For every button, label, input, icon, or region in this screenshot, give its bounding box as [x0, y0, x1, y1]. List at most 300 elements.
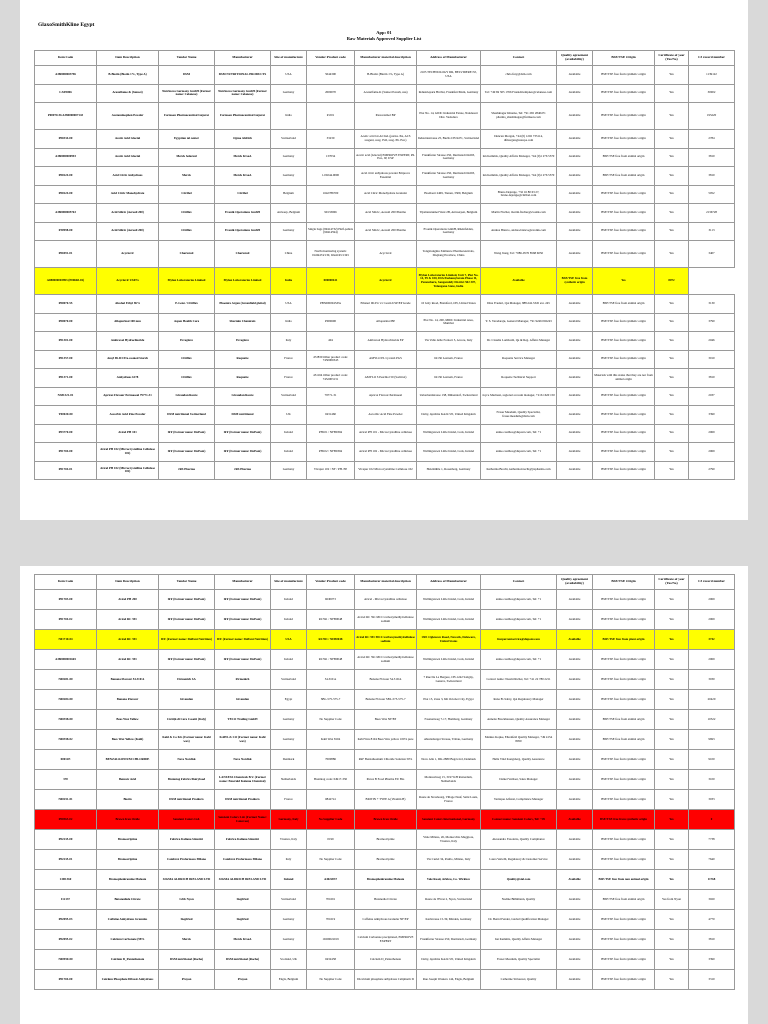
- table-cell: Yes from Nyon: [655, 890, 689, 910]
- table-cell: USA: [271, 66, 307, 85]
- table-cell: 10 Jetty Road, Brantford, ON, United States: [417, 295, 481, 314]
- table-cell: Merck KGaA: [215, 930, 271, 950]
- table-cell: Switzerland: [271, 130, 307, 149]
- column-header: Manufacturer material description: [355, 575, 417, 590]
- column-header: Certificate of year (Yes/No): [655, 575, 689, 590]
- table-cell: Acyclovir: [355, 241, 417, 268]
- table-cell: Hella Vind Kongsberg, Quality Assurance: [481, 750, 557, 770]
- table-cell: 7738: [689, 830, 735, 850]
- table-cell: India: [271, 313, 307, 332]
- table-cell: Yes: [655, 770, 689, 790]
- table-cell: Single bags (99414732) Half-pallets (99414594): [307, 222, 355, 241]
- table-cell: BSE/TSE free from synthetic origin: [593, 690, 655, 710]
- table-cell: Available: [557, 630, 593, 650]
- table-cell: 2000070: [307, 84, 355, 103]
- table-cell: Avicel PH 102 (Microcrystalline Cellulose 102): [97, 461, 159, 480]
- table-cell: Ortiflex: [159, 369, 215, 388]
- table-cell: Ian Kemmis, Quality Affairs Manager, +44 (0)1 276 5570: [481, 148, 557, 167]
- table-cell: Acetic acid GLACIAL (puriss. PA, ACS reagent, reag. ISO, reag. Ph. Eur.): [355, 130, 417, 149]
- table-cell: Fasanenweg 7-17, Hamburg, Germany: [417, 710, 481, 730]
- table-cell: CAT0006: [35, 84, 97, 103]
- table-cell: N381321-01: [35, 387, 97, 406]
- table-row: [35, 424, 735, 443]
- table-cell: I12137: [35, 890, 97, 910]
- table-cell: Bromopheniramine Maleate: [355, 870, 417, 890]
- table-cell: Plot No. 14, GIDC Industrial Estate, Nandesari Dist. Vadodara: [417, 103, 481, 130]
- table-cell: DSM nutritional Switzerland: [159, 406, 215, 425]
- table-cell: Rue Joseph Wauters 144, Engis, Belgium: [417, 970, 481, 990]
- table-cell: Available: [557, 930, 593, 950]
- table-row: [35, 930, 735, 950]
- table-cell: PH101 / NFB0394: [307, 424, 355, 443]
- table-cell: Acid citric anhydrous powder Emprove Essential: [355, 167, 417, 186]
- table-cell: BSE/TSE free from animal origin: [593, 167, 655, 186]
- table-cell: Ortiflex: [159, 350, 215, 369]
- table-cell: Avicel RC 591: [97, 630, 159, 650]
- table-cell: AMYLO PL Lycatab PGS: [355, 350, 417, 369]
- table-cell: Siegfried: [215, 910, 271, 930]
- table-cell: 3030: [689, 670, 735, 690]
- table-cell: P03770-00: [35, 424, 97, 443]
- table-row: [35, 730, 735, 750]
- table-cell: Acyclovir: [355, 268, 417, 295]
- column-header: C3 record number: [689, 575, 735, 590]
- column-header: Vendor Product code: [307, 575, 355, 590]
- table-row: [35, 443, 735, 462]
- table-cell: Materials with this status that they are not from animal origin: [593, 369, 655, 388]
- table-cell: P00224-00: [35, 167, 97, 186]
- table-cell: Roquette: [215, 369, 271, 388]
- column-header: Item Description: [97, 51, 159, 66]
- table-cell: 0199: [307, 830, 355, 850]
- table-cell: Avicel PH 102 (Microcrystalline Cellulose 102): [97, 443, 159, 462]
- table-cell: Sensient Colors International, Germany: [417, 810, 481, 830]
- table-cell: BSE/TSE free from synthetic origin: [593, 313, 655, 332]
- table-cell: Katharina Brecht, katharina.brecht@jrspharma.com: [481, 461, 557, 480]
- table-cell: Acid Silicic (Aerosil 200): [97, 222, 159, 241]
- column-header: BSE/TSE Origin: [593, 575, 655, 590]
- table-cell: 2069: [689, 424, 735, 443]
- table-cell: 0431460: [307, 406, 355, 425]
- table-row: [35, 910, 735, 930]
- table-cell: P02235-01: [35, 850, 97, 870]
- table-cell: Merck KGaA: [215, 167, 271, 186]
- table-cell: Quality@sial.com: [481, 870, 557, 890]
- table-cell: Alcohol Ethyl 96%: [97, 295, 159, 314]
- table-cell: Merck: [159, 167, 215, 186]
- table-cell: P00491-01: [35, 241, 97, 268]
- table-cell: Ambroxol Hydrochloride EP: [355, 332, 417, 351]
- table-row: [35, 650, 735, 670]
- table-cell: No Supplier Code: [307, 850, 355, 870]
- table-cell: Evonik Operations GmbH: [215, 204, 271, 223]
- table-row: [35, 850, 735, 870]
- table-cell: P02095-03: [35, 910, 97, 930]
- table-cell: IFF (Former name: DuPont): [215, 650, 271, 670]
- table-cell: North monitoring system: 01m9474/130, 02ss6/45/1345: [307, 241, 355, 268]
- table-cell: N00358-02: [35, 730, 97, 750]
- table-cell: 0432458: [307, 950, 355, 970]
- table-cell: Mylan Laboratories Limited, Unit 7, Plot No. 14, 99 & 100, IDA Pashamylaram Phase II, Patancheru, Sangareddy District 502 307, Telangana State, India: [417, 268, 481, 295]
- table-cell: Yes: [593, 268, 655, 295]
- table-cell: Cambrex Profarmaco Milano: [159, 850, 215, 870]
- table-cell: Germany: [271, 461, 307, 480]
- table-cell: Yes: [655, 66, 689, 85]
- table-row: [35, 970, 735, 990]
- table-cell: Holzmühle 1, Rosenberg, Germany: [417, 461, 481, 480]
- table-cell: DSM nutritional Products: [159, 790, 215, 810]
- table-cell: P000690: [307, 313, 355, 332]
- table-cell: USA: [271, 295, 307, 314]
- table-cell: Vicenza, Italy: [271, 830, 307, 850]
- table-row: [35, 890, 735, 910]
- table-cell: BSE/TSE free from synthetic origin: [593, 850, 655, 870]
- table-cell: annie.coutlleo@dupont.com, Tel: +1: [481, 443, 557, 462]
- table-cell: Acid Citric Monohydrate: [97, 185, 159, 204]
- table-cell: 3310: [689, 970, 735, 990]
- table-cell: Acetaminophen Powder: [97, 103, 159, 130]
- table-cell: Montrealweg 15, 3197 KH Rotterdam, Netherlands: [417, 770, 481, 790]
- supplier-table-page-1: [34, 50, 735, 480]
- table-cell: N00284-00: [35, 690, 97, 710]
- table-cell: Available: [557, 770, 593, 790]
- table-cell: Bromocriptine: [97, 850, 159, 870]
- table-cell: Available: [557, 830, 593, 850]
- document-title-line1: App: 01: [376, 30, 392, 35]
- table-cell: BSE/TSE free from synthetic origin: [593, 461, 655, 480]
- table-cell: Hoeilaart 2469, Tienen, 3300, Belgium: [417, 185, 481, 204]
- table-cell: Wang Jiang, Tel: +086-0576 8568 6050: [481, 241, 557, 268]
- table-row: [35, 590, 735, 610]
- table-cell: Vivapur 102 Microcrystalline Cellulose 102: [355, 461, 417, 480]
- table-cell: Via Valle delle Fornaci 5, Arcore, Italy: [417, 332, 481, 351]
- table-cell: IFF (Former name: DuPont): [215, 443, 271, 462]
- table-cell: Available: [557, 850, 593, 870]
- table-cell: Chartered: [215, 241, 271, 268]
- table-cell: 79771-31: [307, 387, 355, 406]
- table-cell: Ireland: [271, 424, 307, 443]
- table-cell: 1139122: [689, 66, 735, 85]
- table-cell: Acesulfame-K (Sunset): [97, 84, 159, 103]
- table-cell: Fabrica Italiana Sintetici: [215, 830, 271, 850]
- table-cell: 8072: [655, 268, 689, 295]
- table-cell: 5044300: [307, 66, 355, 85]
- table-cell: Bees Wax NF/EP: [355, 710, 417, 730]
- table-cell: Egypt: [271, 690, 307, 710]
- table-cell: 102066.9019: [307, 930, 355, 950]
- table-cell: Available: [557, 690, 593, 710]
- table-cell: Ian Kemmis, Quality Affairs Manager: [481, 930, 557, 950]
- table-cell: USA: [271, 630, 307, 650]
- table-cell: Available: [557, 810, 593, 830]
- table-cell: IFF (Former name: DuPont): [159, 424, 215, 443]
- table-cell: BSE/TSE free from synthetic origin: [593, 406, 655, 425]
- table-cell: Yes: [655, 461, 689, 480]
- table-cell: Available: [557, 870, 593, 890]
- table-cell: Fraser Meadum, Quality Specialist, fraser.meadum@dsm.com: [481, 406, 557, 425]
- table-cell: Available: [557, 610, 593, 630]
- table-cell: Yes: [655, 295, 689, 314]
- table-cell: India: [271, 268, 307, 295]
- table-cell: 701691: [307, 890, 355, 910]
- table-cell: Anhydrous 6178: [97, 369, 159, 388]
- table-cell: Novo Alle 1, DK-2880 Bagsværd, Denmark: [417, 750, 481, 770]
- table-cell: Prayon: [215, 970, 271, 990]
- table-cell: Contact name: Sensient Colors, Tel: +49: [481, 810, 557, 830]
- table-cell: Fabrica Italiana Sintetici: [159, 830, 215, 850]
- table-cell: Yes: [655, 241, 689, 268]
- table-cell: Martin Fischer, martin.fischer@evonik.com: [481, 204, 557, 223]
- table-cell: Yes: [655, 870, 689, 890]
- table-cell: UK: [271, 406, 307, 425]
- table-cell: Wallingstown Little Island, Cork, Ireland: [417, 590, 481, 610]
- table-cell: Yes: [655, 610, 689, 630]
- table-cell: Frankfurter Strasse 250, Darmstadt 64293, Germany: [417, 148, 481, 167]
- table-cell: 2046: [689, 332, 735, 351]
- table-cell: China: [271, 241, 307, 268]
- table-cell: BSE/TSE free from synthetic origin: [593, 185, 655, 204]
- table-cell: Acid Citric Monohydrate Granular: [355, 185, 417, 204]
- table-cell: Yes: [655, 650, 689, 670]
- table-cell: 3020: [689, 890, 735, 910]
- table-cell: Ireland: [271, 650, 307, 670]
- table-cell: Switzerland: [271, 387, 307, 406]
- table-cell: 370: [35, 770, 97, 790]
- table-cell: Tijsmanstunnel West 2B, Antwerpen, Belgium: [417, 204, 481, 223]
- table-cell: Yes: [655, 167, 689, 186]
- table-cell: Acid Silicic, Aerosil 200 Pharma: [355, 204, 417, 223]
- column-header: Certificate of year (Yes/No): [655, 51, 689, 66]
- table-cell: Acetic Acid Glacial: [97, 130, 159, 149]
- table-cell: 7640: [689, 850, 735, 870]
- table-cell: Acetic Acid Glacial: [97, 148, 159, 167]
- table-cell: Bromocriptine: [355, 850, 417, 870]
- table-row: [35, 350, 735, 369]
- table-row: [35, 66, 735, 85]
- table-cell: JRS Pharma: [215, 461, 271, 480]
- table-cell: Fraser Meadum, Quality Specialist: [481, 950, 557, 970]
- table-cell: Bees Wax Yellow (Kahl): [97, 730, 159, 750]
- column-header: Address of Manufacturer: [417, 575, 481, 590]
- company-name: GlaxoSmithKline Egypt: [38, 22, 95, 28]
- table-cell: Available: [557, 406, 593, 425]
- table-cell: Scotland, UK: [271, 950, 307, 970]
- table-cell: Yes: [655, 950, 689, 970]
- table-cell: Biotin: [97, 790, 159, 810]
- table-cell: Available: [557, 222, 593, 241]
- table-cell: Yes: [655, 387, 689, 406]
- table-cell: Sensient Colors Ltd.: [159, 810, 215, 830]
- table-cell: annie.coutlleo@dupont.com, Tel: +1: [481, 424, 557, 443]
- table-cell: Available: [557, 84, 593, 103]
- table-cell: Available: [557, 424, 593, 443]
- table-cell: IFF (Former name: DuPont Nutrition): [215, 630, 271, 650]
- table-cell: Caffeine Anhydrous Granules: [97, 910, 159, 930]
- table-cell: Siegfried: [215, 890, 271, 910]
- table-cell: 3113: [689, 222, 735, 241]
- table-cell: BSE/TSE free from animal origin: [593, 295, 655, 314]
- table-cell: Yes: [655, 443, 689, 462]
- column-header: Address of Manufacturer: [417, 51, 481, 66]
- table-cell: Prayon: [159, 970, 215, 990]
- table-cell: Germany: [271, 910, 307, 930]
- table-cell: Evonik Operations GmbH: [215, 222, 271, 241]
- column-header: Quality agreement (availability): [557, 51, 593, 66]
- table-cell: Vernique Alfonsi, Compliance Manager: [481, 790, 557, 810]
- column-header: Site of manufacture: [271, 51, 307, 66]
- table-cell: Dr. Claudia Lombardi, Qa & Reg. Affairs Manager: [481, 332, 557, 351]
- table-cell: Farmson Pharmaceutical Gujarat: [159, 103, 215, 130]
- table-cell: Butanediole Citrate: [97, 890, 159, 910]
- table-cell: BSE/TSE free from synthetic origin: [593, 650, 655, 670]
- table-cell: Available: [557, 650, 593, 670]
- table-cell: Ogma Aldrich: [215, 130, 271, 149]
- table-row: [35, 130, 735, 149]
- table-cell: P01704-00: [35, 443, 97, 462]
- table-cell: annie.coutlleo@dupont.com, Tel: +1: [481, 650, 557, 670]
- table-cell: Y. S. Varadaraju, General Manager, +91 9246 002243: [481, 313, 557, 332]
- table-cell: BSE/TSE free from synthetic origin: [593, 84, 655, 103]
- table-cell: BSE/TSE free from synthetic origin: [593, 610, 655, 630]
- table-header-row: [35, 575, 735, 590]
- table-cell: B-Biotin (Biotin 1%, Type A): [97, 66, 159, 85]
- table-cell: 2069: [689, 443, 735, 462]
- table-cell: Available: [557, 167, 593, 186]
- table-cell: 00012E: [35, 750, 97, 770]
- table-cell: 0: [689, 810, 735, 830]
- table-cell: 7 Rue De La Bergere, CH-1242 Satigny, Geneva, Switzerland: [417, 670, 481, 690]
- table-cell: Yes: [655, 84, 689, 103]
- table-cell: Yes: [655, 790, 689, 810]
- table-row: [35, 387, 735, 406]
- table-cell: Kahl & Co KG (Former name: Kahl wax): [159, 730, 215, 750]
- table-cell: JRS Pharma: [159, 461, 215, 480]
- table-cell: Vale Road, Arklow, Co. Wicklow: [417, 870, 481, 890]
- table-cell: KAHL & CO (Former name: Kahl wax): [215, 730, 271, 750]
- table-cell: Evonik Operations GmbH, Rheinfelden, Germany: [417, 222, 481, 241]
- table-cell: Acyclovir: [97, 241, 159, 268]
- table-cell: Firmenich: [215, 670, 271, 690]
- table-cell: 3742: [689, 630, 735, 650]
- table-cell: Yes: [655, 850, 689, 870]
- table-cell: Avicel RC 591 MCC/carboxymethylcellulose sodium: [355, 630, 417, 650]
- table-cell: BSE/TSE free from synthetic origin: [593, 443, 655, 462]
- table-cell: BSE/TSE free from synthetic origin: [593, 930, 655, 950]
- table-cell: Available: [557, 443, 593, 462]
- table-cell: Contact name: Naomi Richer, Tel: +41 22 780 2211: [481, 670, 557, 690]
- table-row: [35, 167, 735, 186]
- table-cell: Bromocriptine: [355, 830, 417, 850]
- table-row: [35, 268, 735, 295]
- table-cell: Egyptian tel center: [159, 130, 215, 149]
- table-cell: BIOTIN + TYPE A (Vitamin H): [355, 790, 417, 810]
- table-row: [35, 84, 735, 103]
- column-header: Contact: [481, 51, 557, 66]
- table-cell: Avicel PH 102 - Microcrystalline cellulose: [355, 443, 417, 462]
- table-cell: France: [271, 369, 307, 388]
- table-cell: 472830 Other product code: 7450000343: [307, 350, 355, 369]
- table-cell: P00070-56 A380000007143: [35, 103, 97, 130]
- table-cell: 1642786700: [307, 185, 355, 204]
- table-cell: Available: [557, 204, 593, 223]
- table-cell: 3010: [689, 350, 735, 369]
- table-cell: Yes: [655, 670, 689, 690]
- table-cell: P01371-00: [35, 369, 97, 388]
- table-cell: Yes: [655, 332, 689, 351]
- table-cell: Merck KGaA: [215, 148, 271, 167]
- table-cell: 701619: [307, 910, 355, 930]
- table-cell: Benzoic Acid: [97, 770, 159, 790]
- table-cell: PBS0000045/PA: [307, 295, 355, 314]
- table-cell: Frankfurter Strasse 250, Darmstadt 64293, Germany: [417, 167, 481, 186]
- table-cell: Dina Frudari, QA Manager, 888.242.3345 ext. 245: [481, 295, 557, 314]
- table-cell: 2105 TECHNOLOGY DR, BELVIDERE NJ, USA: [417, 66, 481, 85]
- table-cell: Industriepark Höchst, Frankfurt/Main, Germany: [417, 84, 481, 103]
- table-row: [35, 750, 735, 770]
- table-cell: Annette Brockhausen, Quality Assurance Manager: [481, 710, 557, 730]
- table-cell: Avicel RC 591: [97, 610, 159, 630]
- column-header: Manufacturer: [215, 575, 271, 590]
- table-cell: Mylan Laboratories Limited: [159, 268, 215, 295]
- table-cell: Avicel RC 591 MCC/carboxymethylcellulose sodium: [355, 650, 417, 670]
- table-cell: IFF (Former name: DuPont): [159, 443, 215, 462]
- table-cell: Ireland: [271, 870, 307, 890]
- table-row: [35, 185, 735, 204]
- table-cell: A380000005763: [35, 204, 97, 223]
- table-cell: Givaudan: [215, 690, 271, 710]
- table-cell: 3033: [689, 790, 735, 810]
- table-cell: SIGMA ALDRICH IRELAND LTD: [215, 870, 271, 890]
- table-cell: Novo Nordisk: [159, 750, 215, 770]
- table-cell: BSE/TSE free from synthetic origin: [593, 66, 655, 85]
- table-cell: Kahl Wax 8104: [307, 730, 355, 750]
- table-cell: Ireland: [271, 590, 307, 610]
- table-cell: RC591 / NFB0048: [307, 650, 355, 670]
- table-cell: IFF (Former name: DuPont Nutrition): [159, 630, 215, 650]
- table-cell: 30002: [689, 84, 735, 103]
- table-cell: BSE/TSE free from synthetic origin: [593, 130, 655, 149]
- table-cell: DSM nutritional (Roche): [215, 950, 271, 970]
- column-header: Manufacturer: [215, 51, 271, 66]
- table-cell: Markus Kopke, Ehrenfeld Quality Manager, +49 4154 8050: [481, 730, 557, 750]
- table-cell: Banana Flavour: [97, 690, 159, 710]
- table-cell: BSE/TSE free from synthetic origin: [593, 670, 655, 690]
- column-header: BSE/TSE Origin: [593, 51, 655, 66]
- table-cell: 3810: [689, 930, 735, 950]
- table-row: [35, 461, 735, 480]
- table-cell: Plot No. 14, 200, MIDC Industrial Area, Mumbai: [417, 313, 481, 332]
- table-cell: BSE/TSE free from synthetic origin: [593, 350, 655, 369]
- table-cell: Catherine Sirlouwet, Quality: [481, 970, 557, 990]
- table-cell: Apricot Flavour Permaseal 79771-31: [97, 387, 159, 406]
- table-cell: PH102 / NFB0394: [307, 443, 355, 462]
- table-cell: Germany: [271, 730, 307, 750]
- table-cell: Calcium Carbonate precipitated, EMPROVE EXPERT: [355, 930, 417, 950]
- table-cell: Chartered: [159, 241, 215, 268]
- table-cell: Yes: [655, 369, 689, 388]
- table-cell: Available: [557, 130, 593, 149]
- table-cell: Frankfurter Strasse 250, Darmstadt, Germany: [417, 930, 481, 950]
- table-cell: Available: [557, 890, 593, 910]
- table-cell: P00224-00: [35, 185, 97, 204]
- table-cell: Ireland: [271, 610, 307, 630]
- table-cell: Kahl Wax 8104 Bees Wax yellow 100% pure: [355, 730, 417, 750]
- table-cell: P-001: [307, 103, 355, 130]
- table-cell: BSE/TSE free from animal origin: [593, 730, 655, 750]
- table-cell: Rana El-Sabry, QA Regulatory Manager: [481, 690, 557, 710]
- table-cell: Yes: [655, 710, 689, 730]
- table-cell: DSM nutritional: [215, 406, 271, 425]
